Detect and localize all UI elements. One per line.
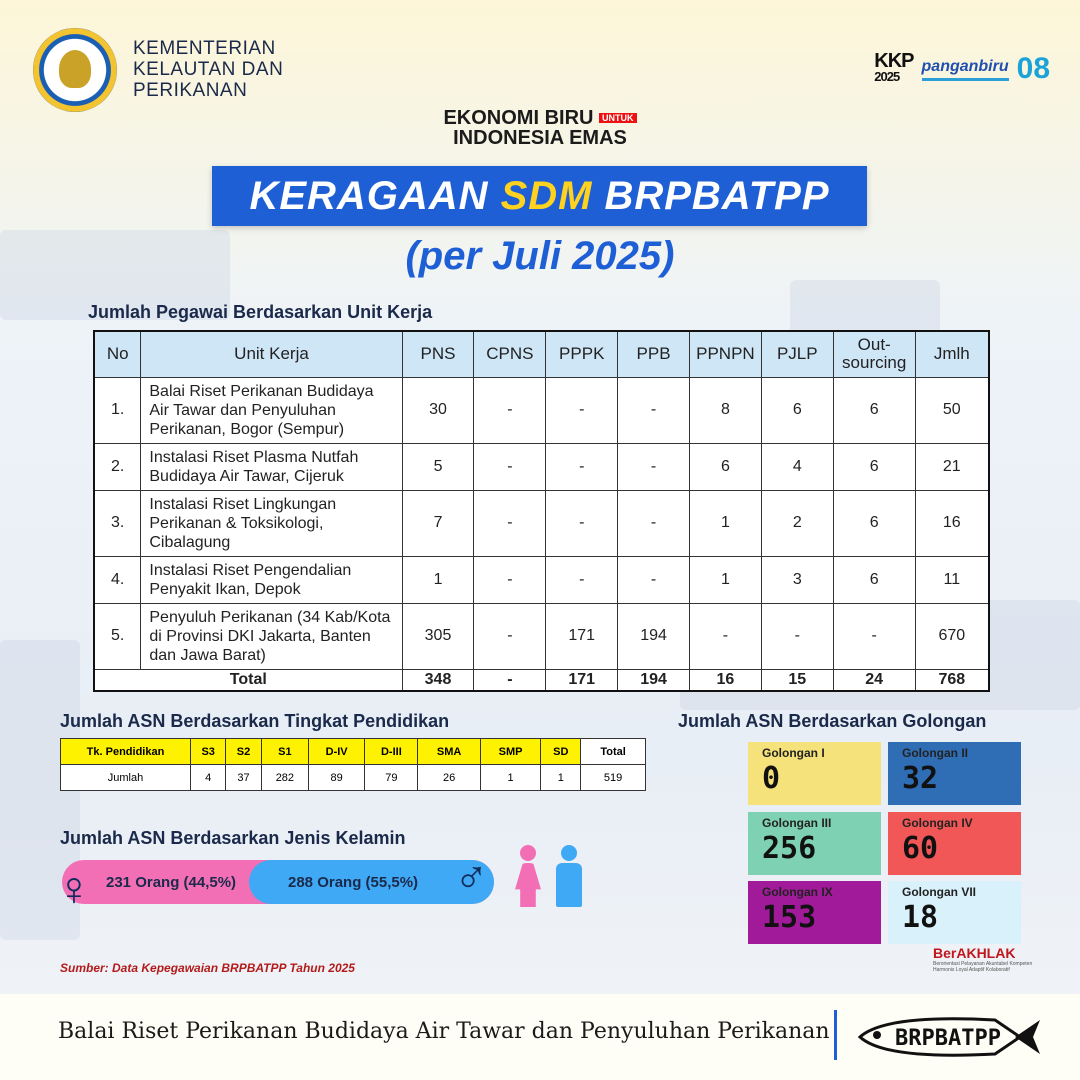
cell: 1. — [94, 377, 141, 443]
table-row — [61, 765, 646, 791]
cell: Penyuluh Perikanan (34 Kab/Kota di Provinsi DKI Jakarta, Banten dan Jawa Barat) — [141, 603, 402, 669]
table-header-row — [94, 331, 989, 377]
golongan-label: Golongan II — [902, 746, 968, 760]
column-header: CPNS — [474, 331, 546, 377]
cell: - — [474, 669, 546, 691]
cell: 5 — [402, 443, 474, 490]
cell: - — [474, 443, 546, 490]
cell: 348 — [402, 669, 474, 691]
garuda-icon — [59, 50, 91, 88]
cell: - — [618, 377, 690, 443]
logo-text: BRPBATPP — [895, 1026, 1001, 1051]
cell: 670 — [915, 603, 989, 669]
cell: 3. — [94, 490, 141, 556]
cell: 50 — [915, 377, 989, 443]
cell: 4 — [761, 443, 833, 490]
cell: 6 — [833, 443, 915, 490]
cell: - — [546, 490, 618, 556]
cell: Instalasi Riset Pengendalian Penyakit Ikan, Depok — [141, 556, 402, 603]
cell: 6 — [833, 377, 915, 443]
cell: 6 — [689, 443, 761, 490]
table-header-row — [61, 739, 646, 765]
golongan-value: 0 — [762, 761, 781, 796]
cell: 26 — [418, 765, 480, 791]
table-row — [94, 490, 989, 556]
education-table — [60, 738, 646, 791]
column-header: No — [94, 331, 141, 377]
cell: 16 — [689, 669, 761, 691]
cell: Balai Riset Perikanan Budidaya Air Tawar dan Penyuluhan Perikanan, Bogor (Sempur) — [141, 377, 402, 443]
cell: - — [546, 443, 618, 490]
gender-section-title: Jumlah ASN Berdasarkan Jenis Kelamin — [60, 828, 406, 848]
cell: - — [689, 603, 761, 669]
column-header: Tk. Pendidikan — [61, 739, 191, 765]
cell: 194 — [618, 603, 690, 669]
column-header: S2 — [226, 739, 261, 765]
cell: Jumlah — [61, 765, 191, 791]
golongan-value: 32 — [902, 761, 939, 796]
column-header: SMA — [418, 739, 480, 765]
cell: - — [474, 377, 546, 443]
cell: 519 — [581, 765, 646, 791]
male-count: 288 Orang (55,5%) — [288, 874, 419, 891]
golongan-card — [748, 742, 881, 805]
unit-section-title: Jumlah Pegawai Berdasarkan Unit Kerja — [88, 302, 433, 322]
page-subtitle: (per Juli 2025) — [405, 234, 675, 278]
panganbiru-logo: panganbiru — [922, 58, 1009, 81]
male-symbol-icon: ♂ — [454, 849, 489, 901]
column-header: SMP — [480, 739, 541, 765]
cell: 4 — [191, 765, 226, 791]
cell: 1 — [689, 490, 761, 556]
golongan-label: Golongan I — [762, 746, 825, 760]
cell: Instalasi Riset Lingkungan Perikanan & Toksikologi, Cibalagung — [141, 490, 402, 556]
cell: 282 — [261, 765, 308, 791]
golongan-value: 18 — [902, 900, 939, 935]
cell: 2 — [761, 490, 833, 556]
golongan-section-title: Jumlah ASN Berdasarkan Golongan — [678, 711, 987, 731]
cell: - — [618, 556, 690, 603]
golongan-label: Golongan IX — [762, 885, 833, 899]
footer-divider — [834, 1010, 837, 1060]
golongan-label: Golongan IV — [902, 816, 973, 830]
cell: 4. — [94, 556, 141, 603]
column-header: PPPK — [546, 331, 618, 377]
cell: 6 — [833, 556, 915, 603]
column-header: PPNPN — [689, 331, 761, 377]
ministry-name: KEMENTERIAN KELAUTAN DAN PERIKANAN — [133, 38, 284, 101]
cell: 1 — [402, 556, 474, 603]
golongan-card — [748, 812, 881, 875]
golongan-card — [888, 881, 1021, 944]
column-header: Total — [581, 739, 646, 765]
cell: 171 — [546, 603, 618, 669]
ekonomi-biru-logo: EKONOMI BIRU $^{UNTUK}$ INDONESIA EMAS — [0, 108, 1080, 148]
female-person-icon — [515, 845, 541, 907]
cell: - — [618, 490, 690, 556]
table-row — [94, 443, 989, 490]
cell: - — [474, 490, 546, 556]
golongan-value: 256 — [762, 831, 817, 866]
column-header: D-III — [365, 739, 418, 765]
cell: 1 — [480, 765, 541, 791]
footer — [0, 994, 1080, 1080]
table-total-row — [94, 669, 989, 691]
golongan-label: Golongan VII — [902, 885, 976, 899]
cell: 5. — [94, 603, 141, 669]
footer-institution-name: Balai Riset Perikanan Budidaya Air Tawar dan Penyuluhan Perikanan — [58, 1019, 830, 1044]
cell: 79 — [365, 765, 418, 791]
cell: 21 — [915, 443, 989, 490]
page-title: KERAGAAN SDM BRPBATPP — [212, 166, 867, 226]
cell: 171 — [546, 669, 618, 691]
golongan-card — [888, 812, 1021, 875]
cell: 3 — [761, 556, 833, 603]
cell: 6 — [761, 377, 833, 443]
column-header: Out-sourcing — [833, 331, 915, 377]
data-source: Sumber: Data Kepegawaian BRPBATPP Tahun 2025 — [60, 961, 355, 975]
cell: Instalasi Riset Plasma Nutfah Budidaya Air Tawar, Cijeruk — [141, 443, 402, 490]
column-header: PNS — [402, 331, 474, 377]
cell: 768 — [915, 669, 989, 691]
unit-table — [93, 330, 990, 692]
cell: 305 — [402, 603, 474, 669]
female-symbol-icon: ♀ — [56, 863, 92, 916]
column-header: Jmlh — [915, 331, 989, 377]
column-header: PJLP — [761, 331, 833, 377]
o8-logo: 08 — [1016, 52, 1050, 85]
cell: 30 — [402, 377, 474, 443]
cell: 16 — [915, 490, 989, 556]
column-header: Unit Kerja — [141, 331, 402, 377]
cell: 6 — [833, 490, 915, 556]
cell: 37 — [226, 765, 261, 791]
kkp-2025-logo: KKP 2025 — [874, 50, 914, 84]
cell: 8 — [689, 377, 761, 443]
cell: - — [833, 603, 915, 669]
cell: 1 — [689, 556, 761, 603]
cell: 15 — [761, 669, 833, 691]
golongan-card — [748, 881, 881, 944]
edu-section-title: Jumlah ASN Berdasarkan Tingkat Pendidikan — [60, 711, 450, 731]
cell: 24 — [833, 669, 915, 691]
ministry-emblem-logo — [33, 28, 117, 112]
table-row — [94, 556, 989, 603]
berakhlak-logo: BerAKHLAK Berorientasi Pelayanan Akuntabel Kompeten Harmonis Loyal Adaptif Kolaboratif — [933, 945, 1033, 973]
cell: - — [546, 377, 618, 443]
cell: 89 — [309, 765, 365, 791]
cell: 194 — [618, 669, 690, 691]
cell: 7 — [402, 490, 474, 556]
column-header: SD — [541, 739, 581, 765]
cell: 2. — [94, 443, 141, 490]
column-header: S3 — [191, 739, 226, 765]
column-header: S1 — [261, 739, 308, 765]
cell: - — [546, 556, 618, 603]
total-label: Total — [94, 669, 402, 691]
golongan-card — [888, 742, 1021, 805]
golongan-value: 153 — [762, 900, 817, 935]
cell: - — [761, 603, 833, 669]
golongan-label: Golongan III — [762, 816, 832, 830]
cell: - — [474, 556, 546, 603]
female-count: 231 Orang (44,5%) — [106, 874, 237, 891]
cell: - — [474, 603, 546, 669]
cell: 11 — [915, 556, 989, 603]
cell: - — [618, 443, 690, 490]
table-row — [94, 377, 989, 443]
table-row — [94, 603, 989, 669]
brpbatpp-fish-logo — [855, 1012, 1045, 1067]
column-header: D-IV — [309, 739, 365, 765]
partner-logos — [874, 52, 1050, 86]
golongan-value: 60 — [902, 831, 939, 866]
male-person-icon — [556, 845, 582, 907]
cell: 1 — [541, 765, 581, 791]
column-header: PPB — [618, 331, 690, 377]
